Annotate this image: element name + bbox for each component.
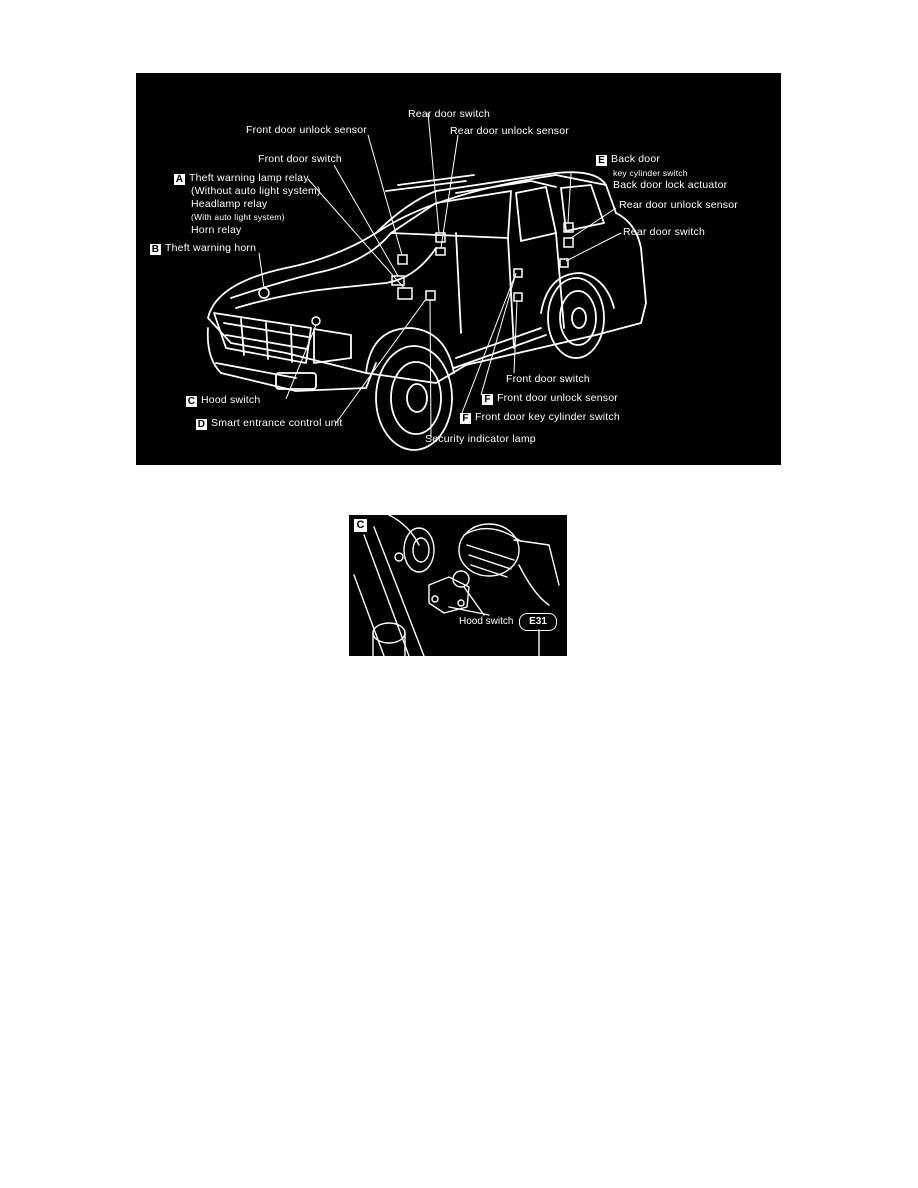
label-front-door-unlock-sensor-top: Front door unlock sensor [246,124,367,136]
label-theft-warning-horn: B Theft warning horn [151,242,257,255]
label-back-door: E Back door [596,153,660,166]
badge-c: C [187,396,196,407]
badge-c-detail: C [354,519,367,532]
label-headlamp-relay: Headlamp relay [191,198,268,210]
badge-e: E [596,155,607,166]
label-horn-relay: Horn relay [191,224,242,236]
label-with-auto-light: (With auto light system) [191,212,285,222]
label-theft-warning-lamp-relay: A Theft warning lamp relay [175,172,309,185]
label-hood-switch: C Hood switch [187,394,261,407]
label-rear-door-unlock-sensor-top: Rear door unlock sensor [450,125,569,137]
badge-d: D [197,419,206,430]
label-front-door-switch-bottom: Front door switch [506,373,590,385]
hood-switch-detail-label: Hood switch [459,616,514,627]
badge-a: A [175,174,184,185]
label-rear-door-unlock-sensor-right: Rear door unlock sensor [619,199,738,211]
label-rear-door-switch-right: Rear door switch [623,226,705,238]
label-back-door-lock-actuator: Back door lock actuator [613,179,728,191]
label-security-indicator-lamp: Security indicator lamp [425,433,536,445]
connector-e31: E31 [519,613,557,631]
label-smart-entrance-control-unit: D Smart entrance control unit [197,417,343,430]
label-front-door-unlock-sensor-bottom: F Front door unlock sensor [482,392,618,405]
label-front-door-switch-top: Front door switch [258,153,342,165]
label-without-auto-light: (Without auto light system) [191,185,321,197]
badge-b: B [151,244,160,255]
badge-f1: F [482,394,493,405]
label-key-cylinder-switch: key cylinder switch [613,168,688,178]
label-front-door-key-cylinder-switch: F Front door key cylinder switch [460,411,620,424]
badge-f2: F [460,413,471,424]
hood-switch-detail [349,515,567,656]
engine-bay-illustration [349,515,567,656]
label-rear-door-switch-top: Rear door switch [408,108,490,120]
component-location-diagram [136,73,781,465]
